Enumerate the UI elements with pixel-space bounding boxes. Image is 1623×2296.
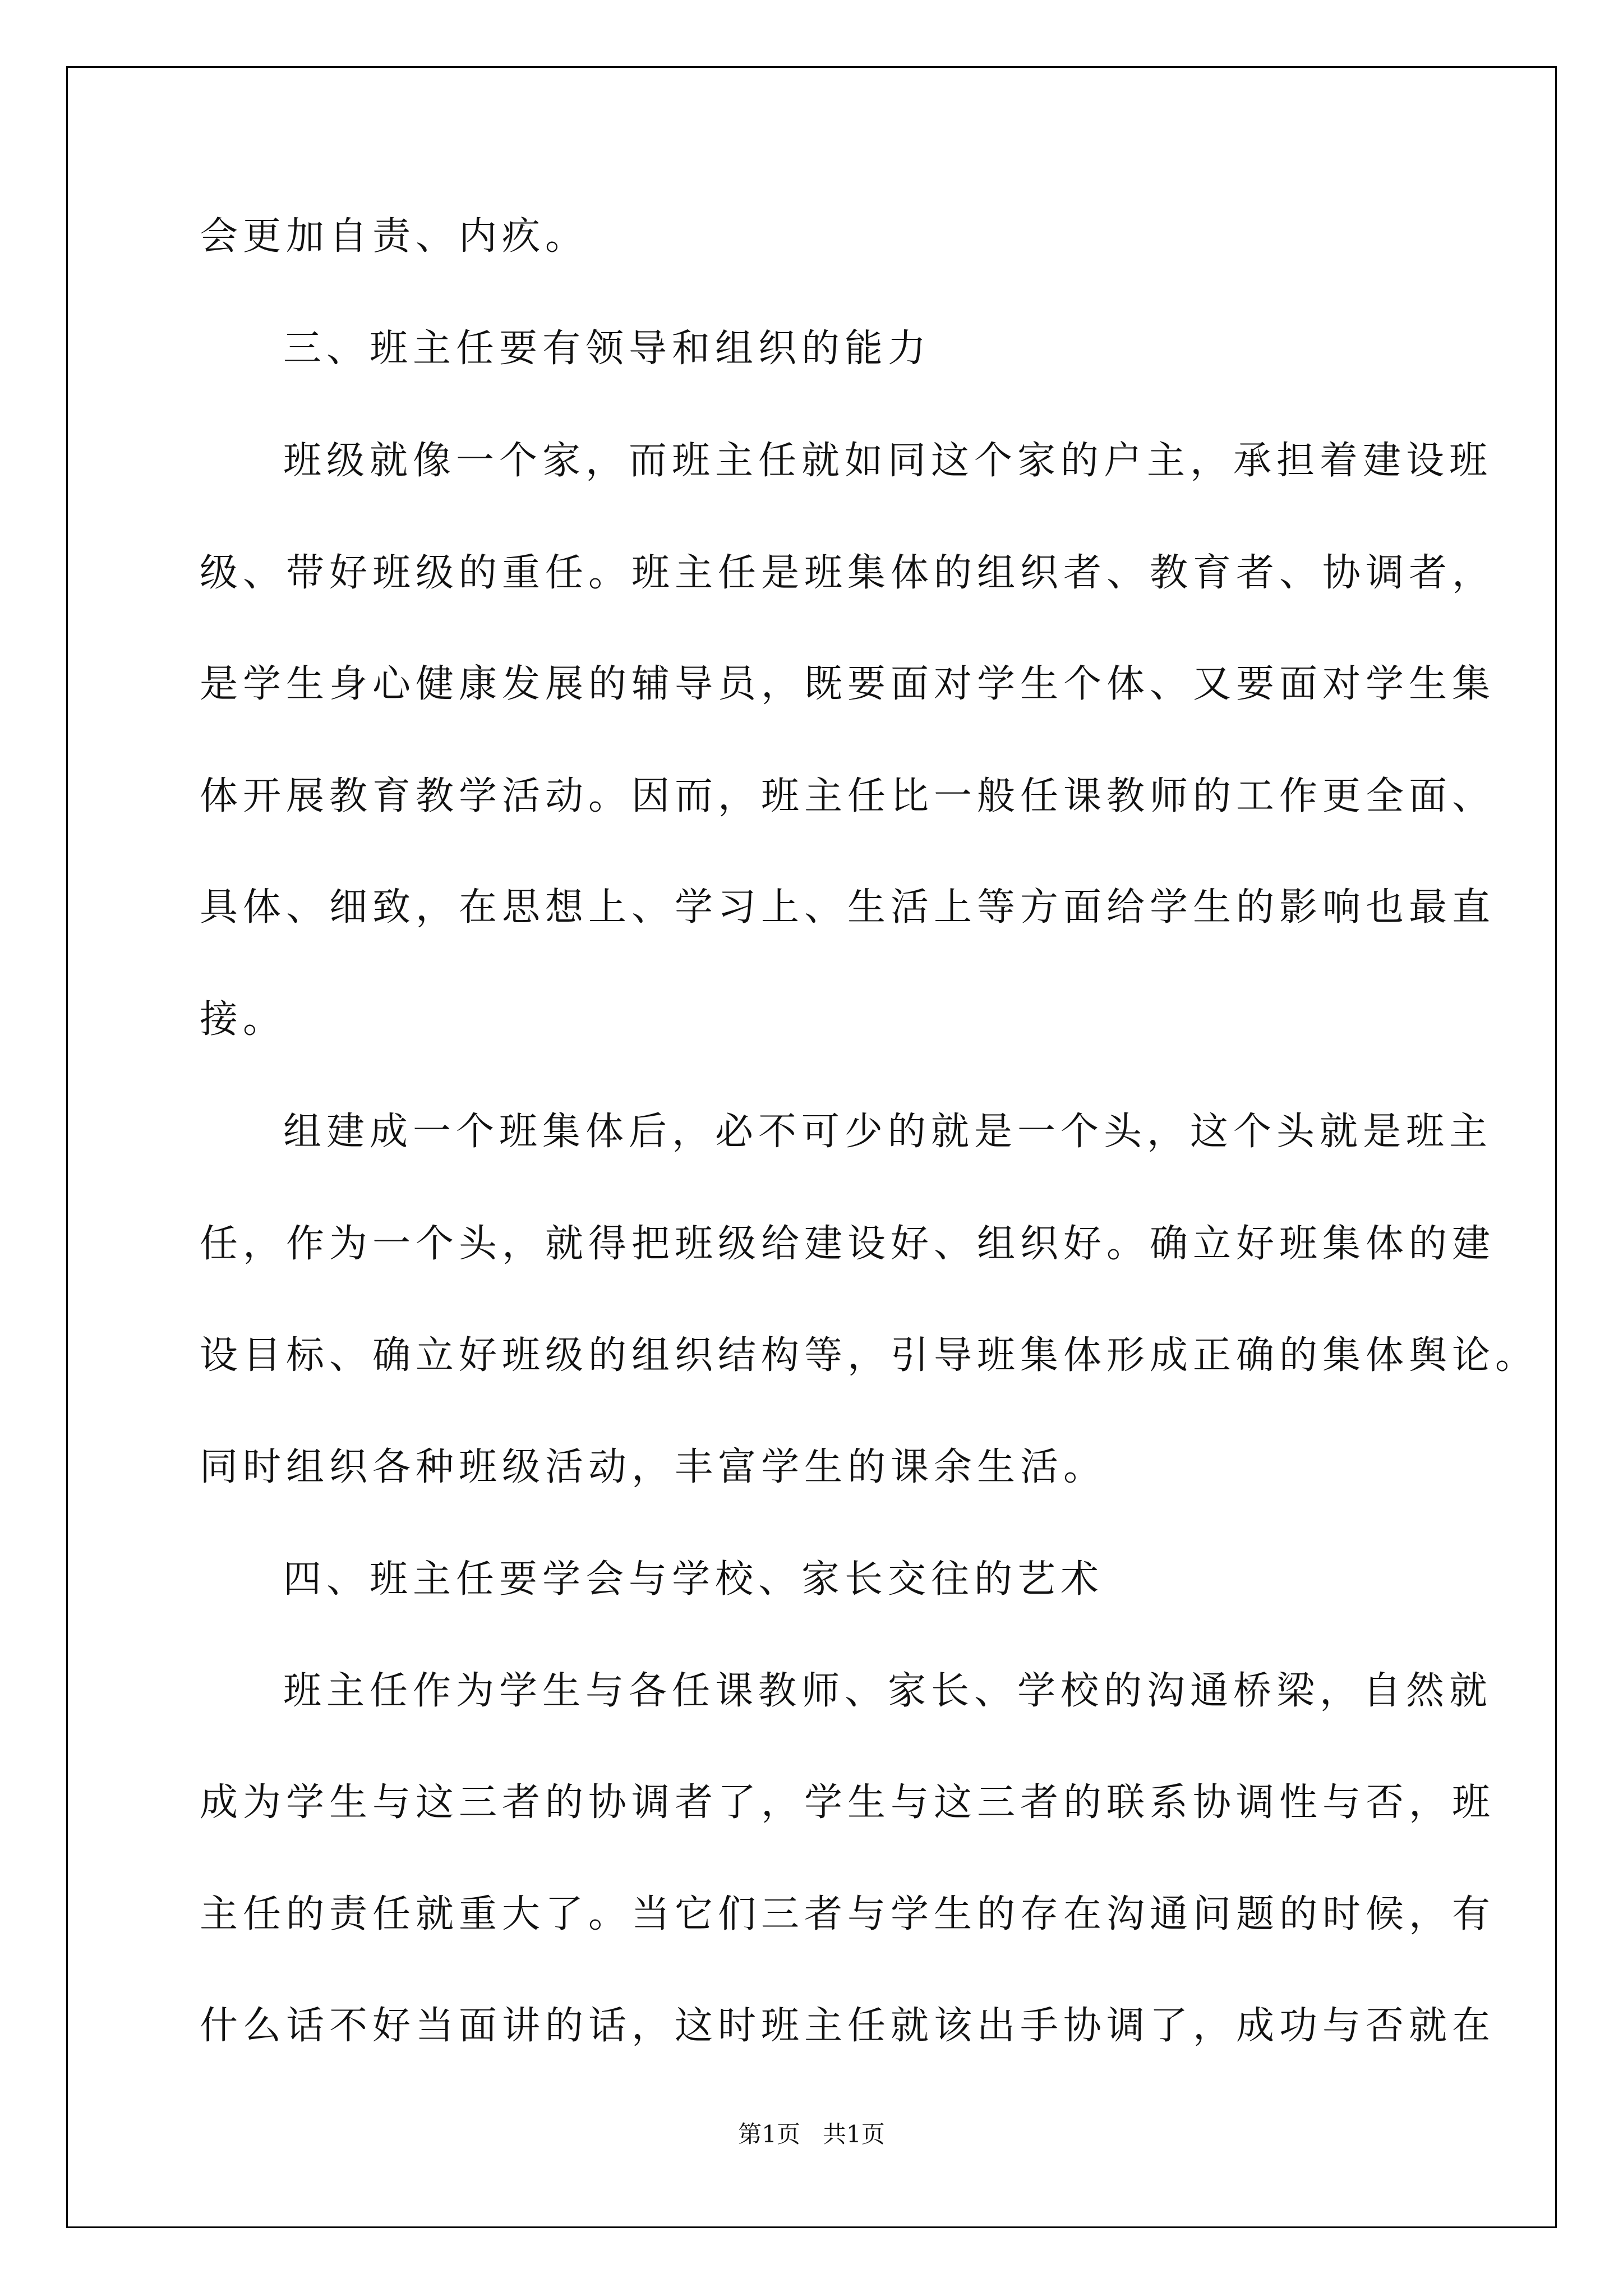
- text-line-15: 成为学生与这三者的协调者了，学生与这三者的联系协调性与否，班: [200, 1780, 1496, 1825]
- section-heading-4: 四、班主任要学会与学校、家长交往的艺术: [283, 1557, 1104, 1602]
- text-line-12: 同时组织各种班级活动，丰富学生的课余生活。: [200, 1445, 1107, 1489]
- section-heading-3: 三、班主任要有领导和组织的能力: [283, 326, 932, 371]
- page-footer: 第1页 共1页: [738, 2120, 885, 2148]
- text-line-10: 任，作为一个头，就得把班级给建设好、组织好。确立好班集体的建: [200, 1222, 1496, 1266]
- text-line-4: 级、带好班级的重任。班主任是班集体的组织者、教育者、协调者，: [200, 551, 1496, 595]
- text-line-6: 体开展教育教学活动。因而，班主任比一般任课教师的工作更全面、: [200, 774, 1496, 818]
- text-line-1: 会更加自责、内疚。: [200, 214, 589, 259]
- text-line-11: 设目标、确立好班级的组织结构等，引导班集体形成正确的集体舆论。: [200, 1333, 1539, 1378]
- text-line-14: 班主任作为学生与各任课教师、家长、学校的沟通桥梁，自然就: [283, 1669, 1493, 1713]
- text-line-9: 组建成一个班集体后，必不可少的就是一个头，这个头就是班主: [283, 1110, 1493, 1154]
- text-line-3: 班级就像一个家，而班主任就如同这个家的户主，承担着建设班: [283, 439, 1493, 483]
- text-line-7: 具体、细致，在思想上、学习上、生活上等方面给学生的影响也最直: [200, 885, 1496, 930]
- text-line-8: 接。: [200, 997, 287, 1042]
- text-line-16: 主任的责任就重大了。当它们三者与学生的存在沟通问题的时候，有: [200, 1892, 1496, 1936]
- text-line-5: 是学生身心健康发展的辅导员，既要面对学生个体、又要面对学生集: [200, 662, 1496, 706]
- text-line-17: 什么话不好当面讲的话，这时班主任就该出手协调了，成功与否就在: [200, 2004, 1496, 2048]
